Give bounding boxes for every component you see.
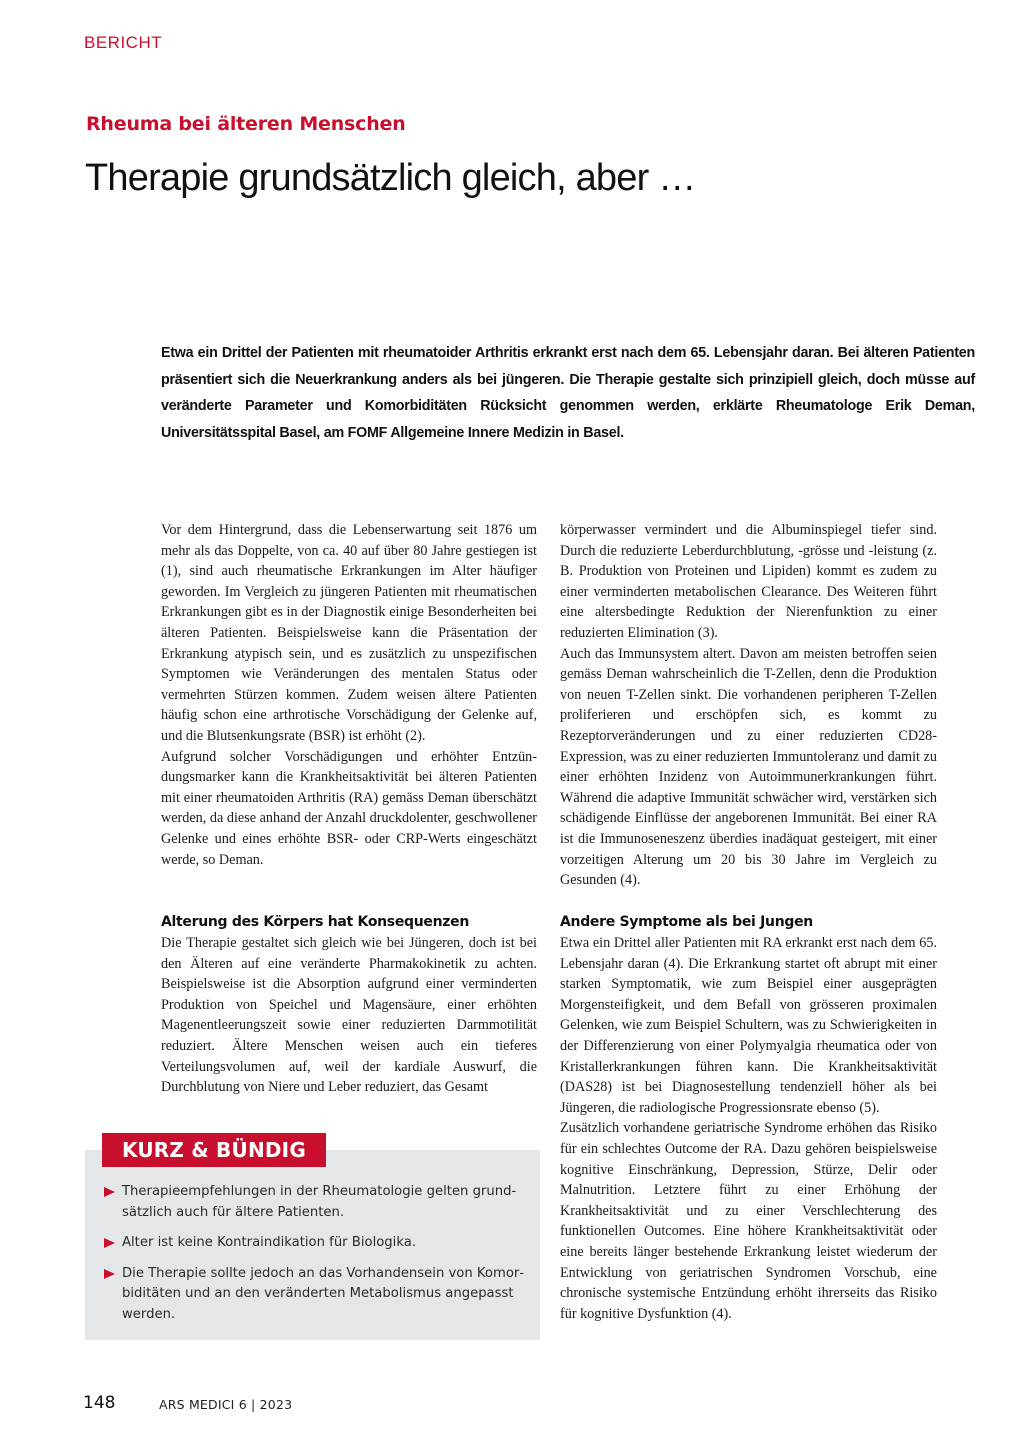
triangle-right-icon [104,1187,115,1197]
body-paragraph: Die Therapie gestaltet sich gleich wie bei Jüngeren, doch ist bei den Älteren auf eine veränderte Pharmakokinetik zu achten. Beispielsweise ist die Absorption aufgrund einer verminderten Produktion von Speichel und Magensäure, einer erhöhten Magenentleerungszeit sowie einer reduzierten Darmmotilität reduziert. Ältere Menschen weisen auch ein tieferes Verteilungsvolumen auf, weil der kardiale Auswurf, die Durchblutung von Niere und Leber reduziert, das Gesamt [161,935,537,1096]
body-paragraph: körperwasser vermindert und die Albuminspiegel tiefer sind. Durch die reduzierte Leberdurchblutung, -grösse und -leistung (z. B. Produktion von Proteinen und Lipiden) kommt es zudem zu einer verminderten metabolischen Clearance. Des Weiteren führt eine altersbedingte Reduktion der Nierenfunktion zu einer reduzierten Elimination (3). [560,522,937,641]
summary-item [104,1264,534,1326]
body-column-2 [560,520,937,891]
body-paragraph: Zusätzlich vorhandene geriatrische Syndrome erhöhen das Risiko für ein schlechtes Outcome der RA. Dazu gehören beispielsweise kognitive Einschränkung, Depression, Stürze, Delir oder Malnutrition. Letztere führt zu einer Erhöhung der Krankheitsaktivität und zu einer Verschlechterung des funktionellen Outcomes. Eine höhere Krankheitsaktivität oder eine bereits länger bestehende Erkrankung leistet wiederum der Entwicklung von geriatrischen Syndromen Vorschub, eine chronische systemische Entzündung erhöht ihrerseits das Risiko für kognitive Dysfunktion (4). [560,1120,937,1322]
summary-item-text: Alter ist keine Kontraindikation für Biologika. [122,1235,417,1250]
body-paragraph: Aufgrund solcher Vorschädigungen und erhöhter Entzündungsmarker kann die Krankheitsaktivität bei älteren Patienten mit einer rheumatoiden Arthritis (RA) gemäss Deman überschätzt werden, da diese anhand der Anzahl druckdolenter, geschwollener Gelenke und eines erhöhte BSR- oder CRP-Werts eingeschätzt werde, so Deman. [161,748,537,868]
section-heading: Andere Symptome als bei Jungen [560,914,813,930]
section-symptoms [560,912,937,1324]
article-title: Therapie grundsätzlich gleich, aber … [85,157,696,199]
body-paragraph: Vor dem Hintergrund, dass die Lebenserwartung seit 1876 um mehr als das Doppelte, von ca. 40 auf über 80 Jahre gestiegen ist (1), sind auch rheumatische Erkrankungen im Alter häufiger geworden. Im Vergleich zu jüngeren Patienten mit rheumatischen Erkrankungen gibt es in der Diagnostik einige Besonderheiten bei älteren Patienten. Beispielsweise kann die Präsentation der Erkrankung atypisch sein, und es zusätzlich zu unspezifischen Symptomen wie Veränderungen des mentalen Status oder vermehrten Stürzen kommen. Zudem weisen ältere Patienten häufig schon eine arthrotische Vorschädigung der Gelenke auf, und die Blutsenkungsrate (BSR) ist erhöht (2). [161,522,537,744]
body-paragraph: Etwa ein Drittel aller Patienten mit RA erkrankt erst nach dem 65. Lebensjahr daran (4). Die Erkrankung startet oft abrupt mit einer starken Symptomatik, wie zum Beispiel einer ausgeprägten Morgensteifigkeit, und dem Befall von grösseren proximalen Gelenken, wie zum Beispiel Schultern, was zu Schwierigkeiten in der Differenzierung von einer Polymyalgia rheumatica oder von Kristallerkrankungen führen kann. Die Krankheitsaktivität (DAS28) ist bei Diagnosestellung tendenziell höher als bei Jüngeren, die radiologische Progressionsrate ebenso (5). [560,935,937,1116]
journal-issue: ARS MEDICI 6 | 2023 [159,1397,293,1412]
section-heading: Alterung des Körpers hat Konsequenzen [161,914,469,930]
article-kicker: Rheuma bei älteren Menschen [86,113,406,135]
triangle-right-icon [104,1269,115,1279]
page-number: 148 [83,1393,116,1413]
body-column-1 [161,520,537,870]
body-paragraph: Auch das Immunsystem altert. Davon am meisten betroffen seien gemäss Deman wahrscheinlich die T-Zellen, denn die Produktion von neuen T-Zellen sinkt. Die vorhandenen peripheren T-Zellen proliferieren und erschöpfen sich, es kommt zu Rezeptorveränderungen und zu einer reduzierten CD28-Expression, was zu einer reduzierten Immuntoleranz und damit zu einer erhöhten Inzidenz von Autoimmunerkrankungen führt. Während die adaptive Immunität schwächer wird, verstärken sich schädigende Einflüsse der angeborenen Immunität. Bei einer RA ist die Immunoseneszenz überdies inadäquat gesteigert, mit einer vorzeitigen Alterung um 20 bis 30 Jahre im Vergleich zu Gesunden (4). [560,645,937,889]
summary-item-text: Die Therapie sollte jedoch an das Vorhandensein von Komorbiditäten und an den veränderten Metabolismus angepasst werden. [122,1265,525,1322]
summary-item [104,1233,534,1254]
section-label: BERICHT [84,33,163,52]
summary-list [104,1182,534,1335]
summary-item-text: Therapieempfehlungen in der Rheumatologie gelten grundsätzlich auch für ältere Patienten. [122,1184,517,1220]
article-lead: Etwa ein Drittel der Patienten mit rheumatoider Arthritis erkrankt erst nach dem 65. Lebensjahr daran. Bei älteren Patienten präsentiert sich die Neuerkrankung anders als bei jüngeren. Die Therapie gestalte sich prinzipiell gleich, doch müsse auf veränderte Parameter und Komorbiditäten Rücksicht genommen werden, erklärte Rheumatologe Erik Deman, Universitätsspital Basel, am FOMF Allgemeine Innere Medizin in Basel. [161,345,975,441]
summary-item [104,1182,534,1223]
section-ageing [161,912,537,1098]
summary-box-title: KURZ & BÜNDIG [102,1133,326,1167]
triangle-right-icon [104,1238,115,1248]
